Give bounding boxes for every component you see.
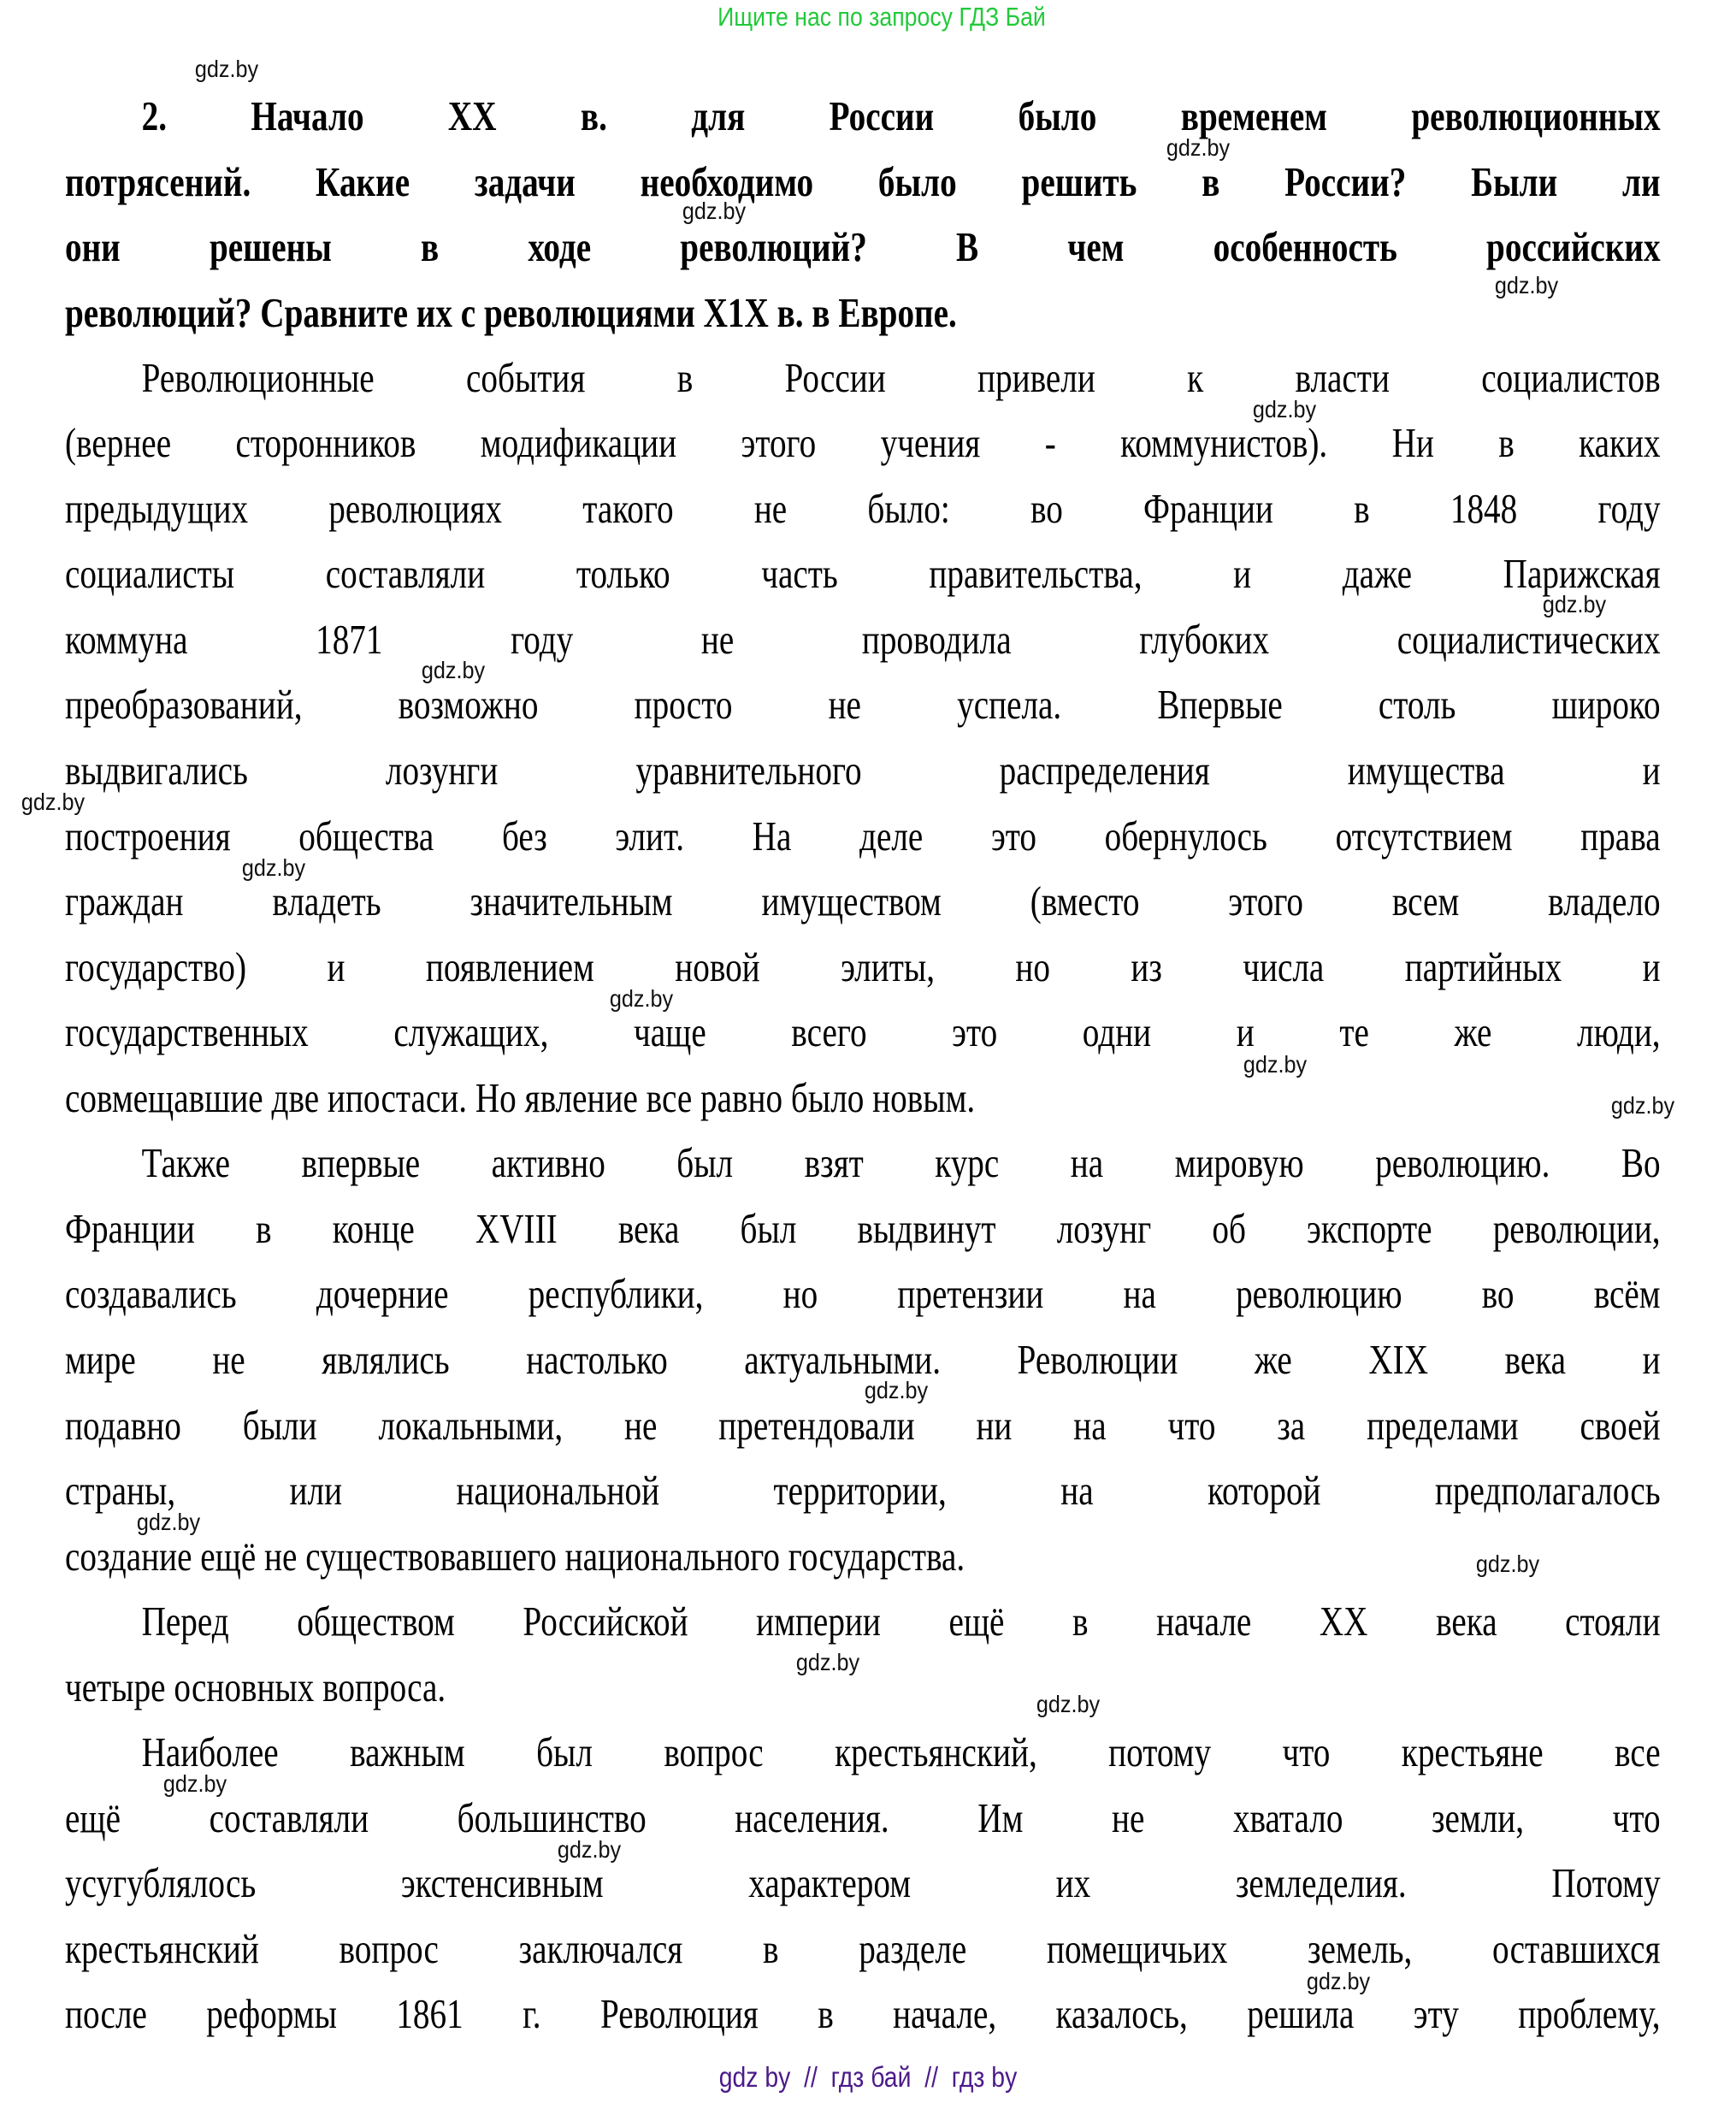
body-line: государство) и появлением новой элиты, но из числа партийных и bbox=[65, 943, 1661, 990]
watermark: gdz.by bbox=[1166, 134, 1231, 161]
body-line: крестьянский вопрос заключался в разделе помещичьих земель, оставшихся bbox=[65, 1925, 1661, 1972]
body-line: Революционные события в России привели к власти социалистов bbox=[141, 354, 1661, 401]
watermark: gdz.by bbox=[1252, 396, 1317, 422]
body-line: Франции в конце XVIII века был выдвинут лозунг об экспорте революции, bbox=[65, 1205, 1661, 1252]
watermark: gdz.by bbox=[1475, 1551, 1540, 1577]
body-line: подавно были локальными, не претендовали ни на что за пределами своей bbox=[65, 1402, 1661, 1449]
question-line-2: потрясений. Какие задачи необходимо было решить в России? Были ли bbox=[65, 158, 1661, 205]
question-line-1: 2. Начало XX в. для России было временем революционных bbox=[141, 92, 1661, 139]
body-line: мире не являлись настолько актуальными. Революции же XIX века и bbox=[65, 1336, 1661, 1383]
watermark: gdz.by bbox=[194, 56, 259, 82]
body-line: предыдущих революциях такого не было: во Франции в 1848 году bbox=[65, 485, 1661, 532]
body-line: государственных служащих, чаще всего это одни и те же люди, bbox=[65, 1008, 1661, 1055]
body-line: коммуна 1871 году не проводила глубоких социалистических bbox=[65, 616, 1661, 663]
body-line: совмещавшие две ипостаси. Но явление все равно было новым. bbox=[65, 1074, 976, 1121]
body-line: построения общества без элит. На деле это обернулось отсутствием права bbox=[65, 812, 1661, 860]
watermark: gdz.by bbox=[1036, 1691, 1101, 1717]
watermark: gdz.by bbox=[609, 985, 674, 1012]
footer-links[interactable]: gdz by // гдз бай // гдз by bbox=[718, 2061, 1018, 2093]
body-line: социалисты составляли только часть правительства, и даже Парижская bbox=[65, 550, 1661, 597]
question-line-3: они решены в ходе революций? В чем особенность российских bbox=[65, 223, 1661, 270]
watermark: gdz.by bbox=[162, 1770, 227, 1797]
body-line: Также впервые активно был взят курс на мировую революцию. Во bbox=[141, 1139, 1661, 1186]
body-line: ещё составляли большинство населения. Им не хватало земли, что bbox=[65, 1794, 1661, 1841]
watermark: gdz.by bbox=[1494, 272, 1559, 298]
watermark: gdz.by bbox=[1243, 1051, 1308, 1078]
watermark: gdz.by bbox=[795, 1649, 860, 1675]
body-line: выдвигались лозунги уравнительного распределения имущества и bbox=[65, 747, 1661, 794]
body-line: граждан владеть значительным имуществом (вместо этого всем владело bbox=[65, 877, 1661, 925]
watermark: gdz.by bbox=[1610, 1092, 1675, 1119]
watermark: gdz.by bbox=[136, 1509, 201, 1535]
body-line: страны, или национальной территории, на которой предполагалось bbox=[65, 1467, 1661, 1514]
watermark: gdz.by bbox=[682, 198, 747, 224]
watermark: gdz.by bbox=[1306, 1968, 1371, 1994]
watermark: gdz.by bbox=[864, 1377, 929, 1403]
body-line: Перед обществом Российской империи ещё в начале XX века стояли bbox=[141, 1598, 1661, 1645]
body-line: (вернее сторонников модификации этого учения - коммунистов). Ни в каких bbox=[65, 419, 1661, 466]
body-line: усугублялось экстенсивным характером их земледелия. Потому bbox=[65, 1859, 1661, 1906]
watermark: gdz.by bbox=[1542, 591, 1607, 617]
body-line: создание ещё не существовавшего национального государства. bbox=[65, 1533, 965, 1580]
body-line: четыре основных вопроса. bbox=[65, 1663, 446, 1710]
body-line: преобразований, возможно просто не успела. Впервые столь широко bbox=[65, 681, 1661, 728]
question-line-4: революций? Сравните их с революциями X1X в. в Европе. bbox=[65, 289, 957, 336]
body-line: после реформы 1861 г. Революция в начале, казалось, решила эту проблему, bbox=[65, 1990, 1661, 2037]
watermark: gdz.by bbox=[557, 1836, 622, 1863]
watermark: gdz.by bbox=[421, 657, 486, 683]
watermark: gdz.by bbox=[21, 789, 86, 815]
search-banner[interactable]: Ищите нас по запросу ГДЗ Бай bbox=[717, 2, 1046, 32]
watermark: gdz.by bbox=[241, 854, 306, 881]
body-line: создавались дочерние республики, но претензии на революцию во всём bbox=[65, 1270, 1661, 1317]
body-line: Наиболее важным был вопрос крестьянский, потому что крестьяне все bbox=[141, 1728, 1661, 1775]
